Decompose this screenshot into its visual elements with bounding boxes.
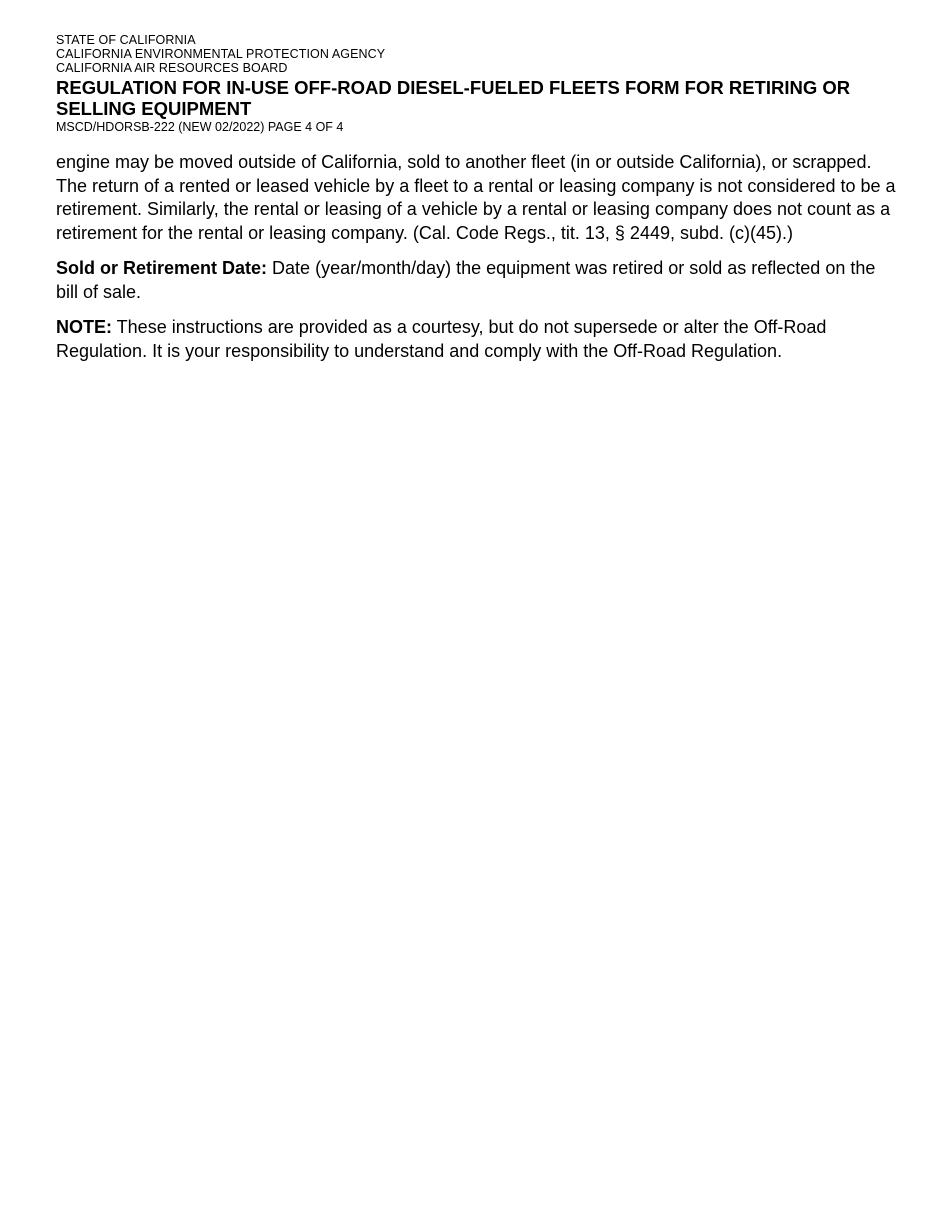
form-code: MSCD/HDORSB-222 (NEW 02/2022) PAGE 4 OF 4 [56,120,344,134]
retirement-definition-paragraph: engine may be moved outside of California, sold to another fleet (in or outside California), or scrapped. The return of a rented or leased vehicle by a fleet to a rental or leasing company is not considered to be a retirement. Similarly, the rental or leasing of a vehicle by a rental or leasing company does not count as a retirement for the rental or leasing company. (Cal. Code Regs., tit. 13, § 2449, subd. (c)(45).) [56,152,896,243]
form-header [56,33,896,135]
agency-line-calepa: CALIFORNIA ENVIRONMENTAL PROTECTION AGENCY [56,47,386,61]
sold-retirement-date-text: Date (year/month/day) the equipment was retired or sold as reflected on the bill of sale. [56,258,876,302]
agency-line-carb: CALIFORNIA AIR RESOURCES BOARD [56,61,288,75]
note-term: NOTE: [56,317,112,337]
sold-retirement-date-term: Sold or Retirement Date: [56,258,268,278]
instructions-body [56,151,896,375]
form-title: REGULATION FOR IN-USE OFF-ROAD DIESEL-FUELED FLEETS FORM FOR RETIRING OR SELLING EQUIPMENT [56,77,851,119]
note-paragraph [56,316,896,363]
note-text: These instructions are provided as a courtesy, but do not supersede or alter the Off-Road Regulation. It is your responsibility to understand and comply with the Off-Road Regulation. [56,317,827,361]
sold-retirement-date-paragraph [56,257,896,304]
agency-line-state: STATE OF CALIFORNIA [56,33,196,47]
